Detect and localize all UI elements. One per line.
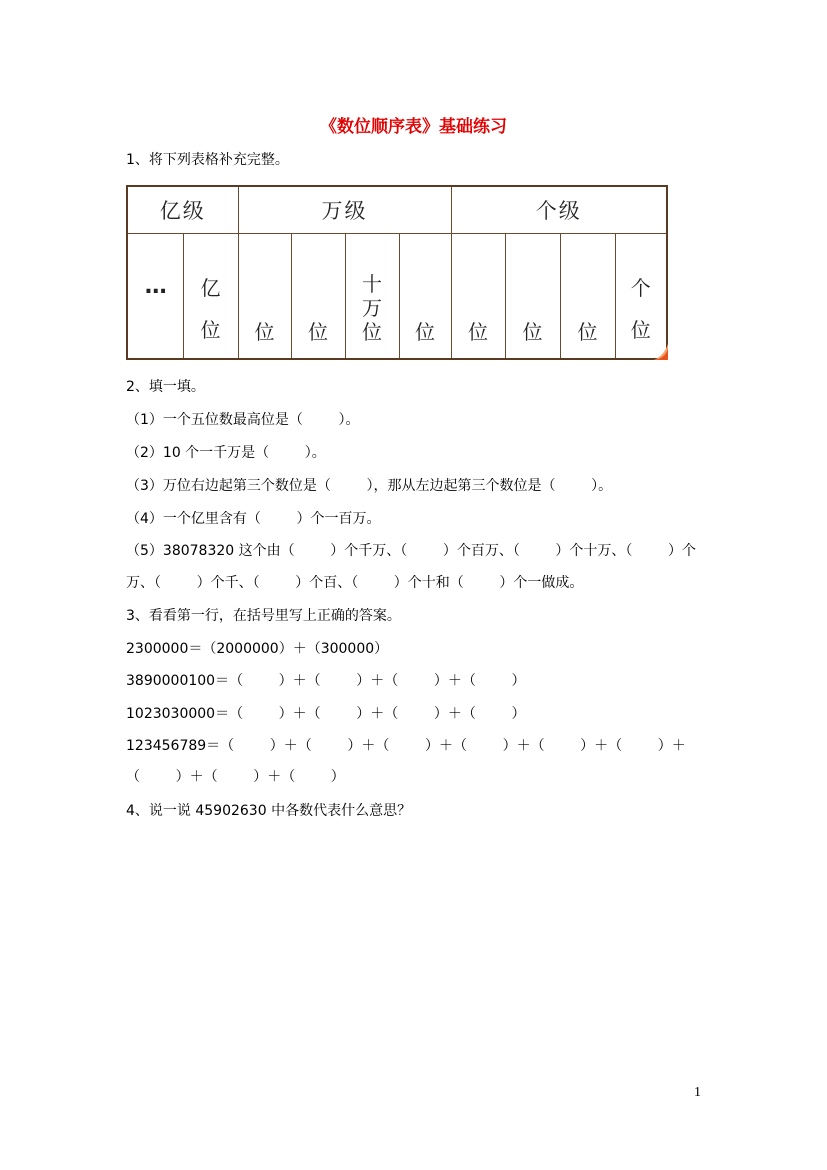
cell-text: 位 [522, 320, 543, 344]
question-2-item-1: （1）一个五位数最高位是（ ）。 [126, 412, 360, 428]
cell-text: 个 [630, 276, 651, 300]
cell-text: 万 [362, 296, 382, 320]
worksheet-title: 《数位顺序表》基础练习 [320, 117, 507, 137]
question-2-item-3: （3）万位右边起第三个数位是（ ），那从左边起第三个数位是（ ）。 [126, 478, 613, 494]
cell-text: 十 [362, 272, 382, 296]
question-2-item-2: （2）10 个一千万是（ ）。 [126, 445, 326, 461]
group-ge: 个级 [451, 186, 667, 234]
cell-text: 位 [254, 320, 275, 344]
ellipsis-text: … [144, 274, 166, 299]
question-1-stem: 1、将下列表格补充完整。 [126, 152, 289, 168]
cell-text: 位 [362, 320, 382, 344]
question-2-item-5-line-1: （5）38078320 这个由（ ）个千万、（ ）个百万、（ ）个十万、（ ）个 [126, 543, 697, 559]
cell-ellipsis [127, 234, 183, 360]
cell-text: 位 [415, 320, 435, 344]
cell-blank-place [505, 234, 560, 360]
question-3-line-2: 1023030000＝（ ）＋（ ）＋（ ）＋（ ） [126, 706, 526, 722]
cell-text: 位 [200, 318, 221, 342]
cell-blank-place [291, 234, 345, 360]
place-value-table [126, 185, 668, 360]
question-2-stem: 2、填一填。 [126, 379, 205, 395]
question-3-example: 2300000＝（2000000）＋（300000） [126, 641, 389, 657]
question-3-line-3: 123456789＝（ ）＋（ ）＋（ ）＋（ ）＋（ ）＋（ ）＋ [126, 738, 686, 754]
cell-text: 位 [577, 320, 598, 344]
page-number: 1 [694, 1085, 701, 1100]
cell-text: 位 [468, 320, 488, 344]
cell-blank-place [238, 234, 291, 360]
cell-blank-place [451, 234, 505, 360]
cell-text: 位 [308, 320, 328, 344]
cell-blank-place [560, 234, 615, 360]
question-4-stem: 4、说一说 45902630 中各数代表什么意思？ [126, 803, 412, 819]
question-2-item-5-line-2: 万、（ ）个千、（ ）个百、（ ）个十和（ ）个一做成。 [126, 575, 584, 591]
cell-blank-place [399, 234, 451, 360]
cell-text: 位 [630, 318, 651, 342]
group-wan: 万级 [238, 186, 451, 234]
cell-shiwan-wei [345, 234, 399, 360]
question-3-line-1: 3890000100＝（ ）＋（ ）＋（ ）＋（ ） [126, 673, 526, 689]
question-2-item-4: （4）一个亿里含有（ ）个一百万。 [126, 511, 381, 527]
cell-text: 亿 [200, 276, 221, 300]
question-3-stem: 3、看看第一行，在括号里写上正确的答案。 [126, 608, 401, 624]
question-3-line-4: （ ）＋（ ）＋（ ） [126, 769, 345, 785]
group-yi: 亿级 [127, 186, 238, 234]
page-curl-icon [654, 344, 668, 360]
cell-yi-wei [183, 234, 238, 360]
cell-ge-wei [615, 234, 667, 360]
